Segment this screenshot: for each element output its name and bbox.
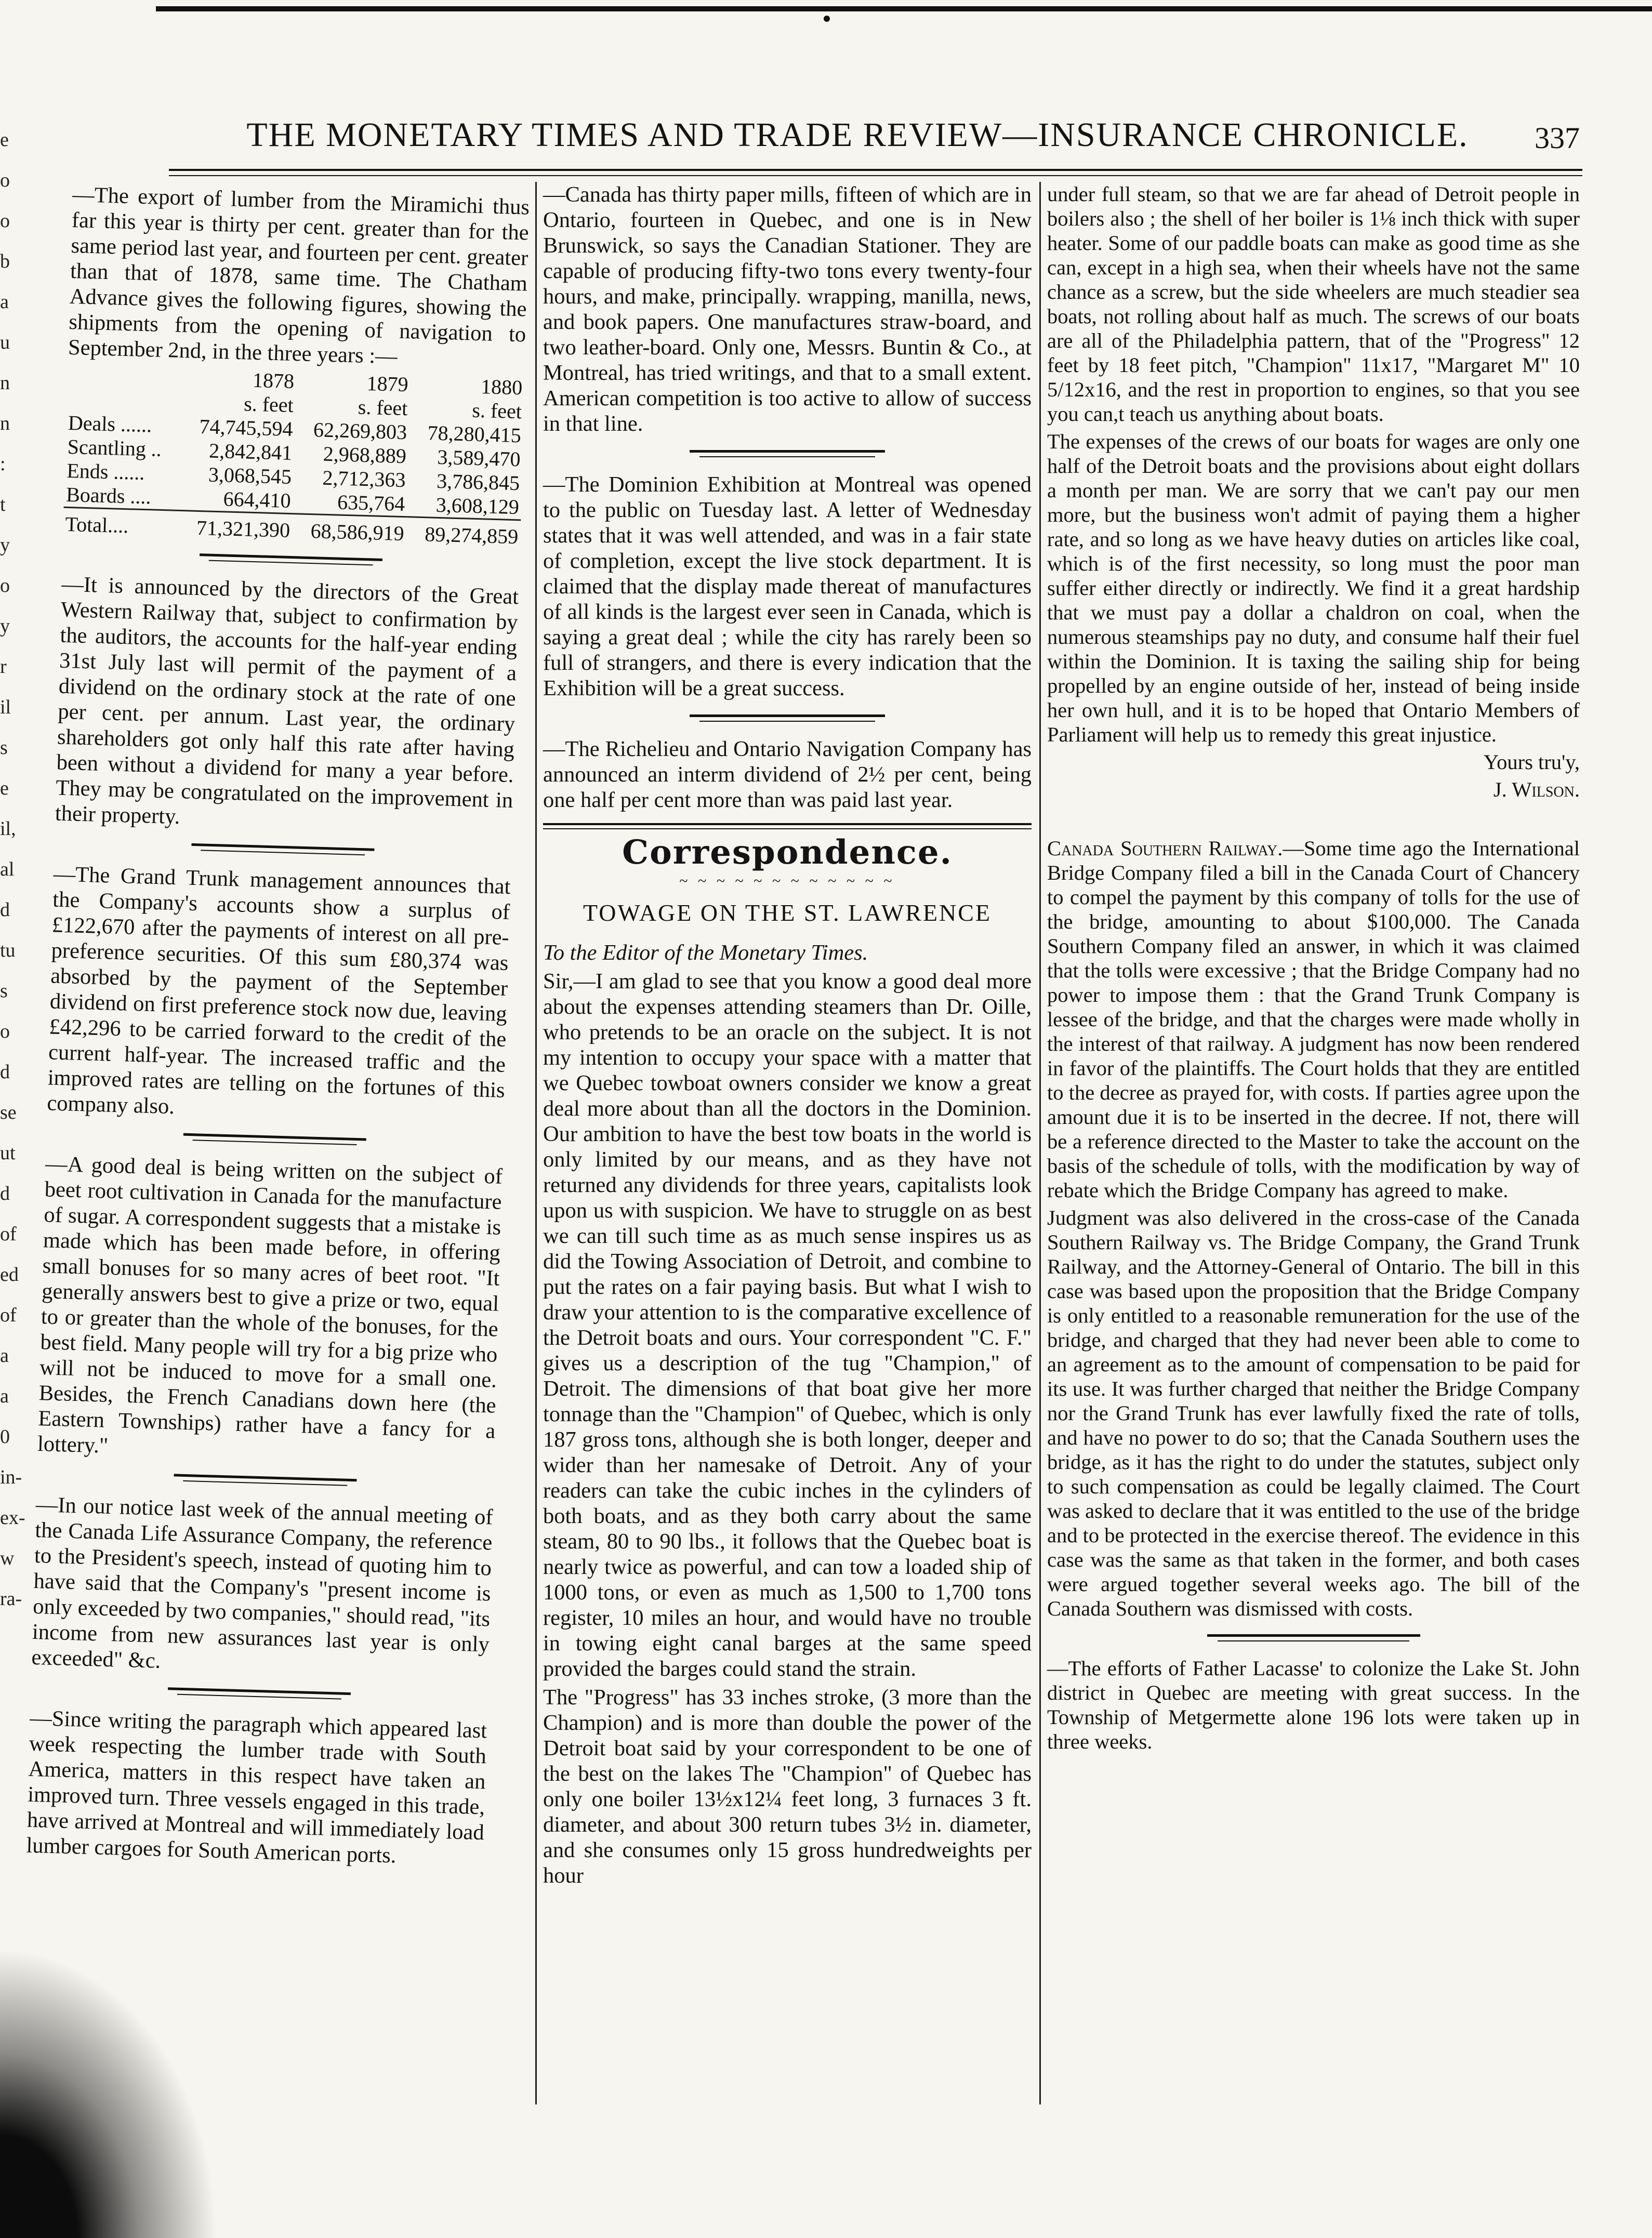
- edge-fragment: tu: [0, 939, 16, 961]
- row-value: 2,968,889: [323, 442, 407, 468]
- edge-fragment: ut: [0, 1142, 16, 1164]
- letter-paragraph: The "Progress" has 33 inches stroke, (3 more than the Champion) and is more than double the power of the Detroit boat said by your correspondent to be one of the best on the lakes The "Champion" of Quebec has only one boiler 13½x12¼ feet long, 3 furnaces 3 ft. diameter, and about 300 return tubes 3½ in. diameter, and she consumes only 15 gross hundredweights per hour: [543, 1685, 1032, 1888]
- separator: [46, 1123, 504, 1157]
- editor-salutation: To the Editor of the Monetary Times.: [543, 941, 868, 965]
- separator: [36, 1464, 494, 1498]
- south-america-article: —Since writing the paragraph which appeared last week respecting the lumber trade with South America, matters in this respect have taken an improved turn. Three vessels engaged in this trade, have arrived at Montreal and will immediately load lumber cargoes for South American ports.: [25, 1705, 487, 1868]
- correspondence-heading: Correspondence.: [622, 833, 953, 872]
- edge-fragment: a: [0, 1385, 9, 1407]
- edge-fragment: t: [0, 494, 6, 515]
- separator: [54, 833, 512, 867]
- edge-fragment: n: [0, 372, 10, 394]
- canada-life-article: —In our notice last week of the annual meeting of the Canada Life Assurance Company, the reference to the President's speech, instead of quoting him to have said that the Company's "present income is only exceeded by two companies," should read, "its income from new assurances last year is only exceeded" &c.: [31, 1492, 494, 1673]
- row-value: 635,764: [337, 490, 405, 516]
- edge-fragment: of: [0, 1304, 17, 1326]
- column-2: [543, 182, 1032, 1891]
- edge-fragment: o: [0, 575, 10, 597]
- edge-fragment: in-: [0, 1466, 22, 1488]
- header-rule: [169, 169, 1582, 176]
- edge-fragment: s: [0, 737, 8, 759]
- edge-fragment: ra-: [0, 1588, 22, 1610]
- column-divider-2: [1039, 182, 1041, 2104]
- row-value: 2,842,841: [208, 439, 293, 465]
- edge-fragment: s: [0, 980, 8, 1002]
- year-header: 1878: [252, 368, 295, 393]
- table-corner: [67, 363, 182, 390]
- left-edge-fragments: [0, 120, 26, 1619]
- edge-fragment: u: [0, 332, 10, 353]
- edge-fragment: d: [0, 1061, 10, 1083]
- total-value: 71,321,390: [178, 510, 293, 542]
- unit-header: s. feet: [243, 392, 294, 417]
- row-value: 3,589,470: [437, 445, 521, 471]
- separator: [1047, 1628, 1580, 1649]
- letter-signoff: Yours tru'y,: [1483, 750, 1580, 774]
- letter-paragraph: under full steam, so that we are far ahead of Detroit people in boilers also ; the shell of her boiler is 1⅛ inch thick with super heater. Some of our paddle boats can make as good time as she can, except in a high sea, when their wheels have not the same chance as a screw, but the side wheelers are much steadier sea boats, not rolling about half as much. The screws of our boats are all of the Philadelphia pattern, that of the "Progress" 12 feet by 18 feet pitch, "Champion" 11x17, "Margaret M" 10 5/12x16, and the rest in proportion to engines, so that you see you can,t teach us anything about boats.: [1047, 182, 1580, 426]
- edge-fragment: al: [0, 858, 15, 880]
- spacer: [1047, 805, 1580, 836]
- row-label: Scantling ..: [67, 434, 162, 461]
- row-value: 2,712,363: [322, 466, 406, 492]
- edge-fragment: b: [0, 250, 10, 272]
- page-fold-shadow: [0, 1947, 218, 2238]
- edge-fragment: il,: [0, 818, 16, 840]
- letter-signature: J. Wilson.: [1493, 778, 1580, 801]
- edge-fragment: w: [0, 1547, 15, 1569]
- canada-southern-label: Canada Southern Railway.: [1047, 837, 1283, 860]
- edge-fragment: y: [0, 615, 10, 637]
- lacasse-article: —The efforts of Father Lacasse' to colonize the Lake St. John district in Quebec are meeting with great success. In the Township of Metgermette alone 196 lots were taken up in three weeks.: [1047, 1657, 1580, 1753]
- row-value: 62,269,803: [313, 418, 407, 444]
- column-3: [1047, 182, 1580, 1757]
- canada-southern-judgment: Judgment was also delivered in the cross-case of the Canada Southern Railway vs. The Bridge Company, the Grand Trunk Railway, and the Attorney-General of Ontario. The bill in this case was based upon the proposition that the Bridge Company is only entitled to a reasonable remuneration for the use of the bridge, and charged that they had never been able to come to an agreement as to the amount of compensation to be paid for its use. It was further charged that neither the Bridge Company nor the Grand Trunk has ever lawfully fixed the rate of tolls, and have no power to do so; that the Canada Southern uses the bridge, as it has the right to do under the statutes, subject only to such compensation as could be legally claimed. The Court was asked to declare that it was entitled to the use of the bridge and to be protected in the exercise thereof. The evidence in this case was the same as that taken in the former, and both cases were argued together several weeks ago. The bill of the Canada Southern was dismissed with costs.: [1047, 1206, 1580, 1620]
- edge-fragment: a: [0, 1345, 9, 1367]
- letter-paragraph: Sir,—I am glad to see that you know a good deal more about the expenses attending steamers than Dr. Oille, who pretends to be an oracle on the subject. It is not my intention to occupy your space with a matter that we Quebec towboat owners consider we know a great deal more about than all the doctors in the Dominion. Our ambition to have the best tow boats in the world is only limited by our means, and as they have not returned any dividends for three years, capitalists look upon us with suspicion. We have to struggle on as best we can till such time as as much sense inspires us as did the Towing Association of Detroit, and combine to put the rates on a fair paying basis. But what I wish to draw your attention to is the comparative excellence of the Detroit boats and ours. Your correspondent "C. F." gives us a description of the tug "Champion," of Detroit. The dimensions of that boat give her more tonnage than the "Champion" of Quebec, which is only 187 gross tons, although she is both longer, deeper and wider than her namesake of Detroit. Any of your readers can take the cubic inches in the cylinders of both boats, and as they both carry about the same steam, 80 to 90 lbs., it follows that the Quebec boat is nearly twice as powerful, and can tow a loaded ship of 1000 tons, or even as much as 1,500 to 1,700 tons register, 10 miles an hour, and would have no trouble in towing eight canal barges at the same speed provided the barges could stand the strain.: [543, 969, 1032, 1681]
- top-border: [156, 6, 1652, 11]
- edge-fragment: e: [0, 129, 9, 151]
- separator: [62, 544, 520, 577]
- unit-header: s. feet: [358, 395, 408, 420]
- edge-fragment: se: [0, 1102, 17, 1123]
- separator: [30, 1677, 488, 1711]
- row-value: 664,410: [223, 487, 292, 512]
- row-value: 74,745,594: [199, 414, 294, 441]
- towage-heading: TOWAGE ON THE ST. LAWRENCE: [583, 899, 992, 926]
- row-label: Boards ....: [65, 482, 152, 509]
- lumber-export-article: —The export of lumber from the Miramichi thus far this year is thirty per cent. greater than for the same period last year, and fourteen per cent. greater than that of 1878, same time. The Chatham Advance gives the following figures, showing the shipments from the opening of navigation to September 2nd, in the three years :—: [68, 182, 530, 369]
- edge-fragment: il: [0, 696, 11, 718]
- page-title: THE MONETARY TIMES AND TRADE REVIEW—INSURANCE CHRONICLE.: [246, 116, 1469, 154]
- edge-fragment: of: [0, 1223, 17, 1245]
- print-dot: [824, 16, 830, 22]
- table-body: [64, 411, 524, 520]
- column-1: [26, 182, 530, 1874]
- beet-root-article: —A good deal is being written on the subject of beet root cultivation in Canada for the manufacture of sugar. A correspondent suggests that a mistake is made which has been made before, in offering small bonuses for so many acres of beet root. "It generally answers best to give a prize or two, equal to or greater than the whole of the bonuses, for the best field. Many people will try for a big prize who will not be induced to move for a small one. Besides, the French Canadians down here (the Eastern Townships) rather have a fancy for a lottery.": [37, 1151, 503, 1458]
- edge-fragment: o: [0, 169, 10, 191]
- wavy-rule: ~ ~ ~ ~ ~ ~ ~ ~ ~ ~ ~ ~: [679, 872, 895, 890]
- grand-trunk-article: —The Grand Trunk management announces that the Company's accounts show a surplus of £122,670 after the payments of interest on all pre-preference securities. Of this sum £80,374 was absorbed by the payment of the September dividend on first preference stock now due, leaving £42,296 to be carried forward to the credit of the current half-year. The increased traffic and the improved rates are telling on the fortunes of this company also.: [46, 862, 511, 1119]
- letter-paragraph: The expenses of the crews of our boats for wages are only one half of the Detroit boats and the provisions about eight dollars a month per man. We are sorry that we can't pay our men more, but the business won't admit of paying them a higher rate, and so long as we have heavy duties on articles like coal, which is of the first necessity, so long must the poor man suffer either directly or indirectly. We find it a great hardship that we must pay a dollar a chaldron on coal, when the numerous steamships pay no duty, and consume half their fuel within the Dominion. It is taxing the sailing ship for being propelled by an engine outside of her, instead of being inside her own hull, and it is to be hoped that Ontario Members of Parliament will help us to remedy this great injustice.: [1047, 430, 1580, 746]
- exhibition-article: —The Dominion Exhibition at Montreal was opened to the public on Tuesday last. A letter of Wednesday states that it was well attended, and was in a fair state of completion, except the live stock department. It is claimed that the display made thereat of manufactures of all kinds is the largest ever seen in Canada, which is saying a great deal ; while the city has rarely been so full of strangers, and there is every indication that the Exhibition will be a great success.: [543, 472, 1032, 700]
- great-western-article: —It is announced by the directors of the Great Western Railway that, subject to confirmation by the auditors, the accounts for the half-year ending 31st July last will permit of the payment of a dividend on the ordinary stock at the rate of one per cent. per annum. Last year, the ordinary shareholders got only half this rate after having been without a dividend for many a year before. They may be congratulated on the improvement in their property.: [55, 572, 519, 829]
- edge-fragment: d: [0, 1183, 10, 1204]
- year-header: 1879: [366, 371, 409, 396]
- total-value: 89,274,859: [406, 517, 521, 549]
- edge-fragment: o: [0, 1021, 10, 1042]
- total-value: 68,586,919: [292, 514, 406, 546]
- row-label: Ends ......: [66, 458, 146, 485]
- page-number: 337: [1535, 121, 1580, 155]
- separator: [543, 708, 1032, 729]
- edge-fragment: ex-: [0, 1507, 25, 1529]
- canada-southern-text: —Some time ago the International Bridge Company filed a bill in the Canada Court of Chancery to compel the payment by this company of tolls for the use of the bridge, amounting to about $100,000. The Canada Southern Company filed an answer, in which it was claimed that the tolls were excessive ; that the Bridge Company had no power to impose them : that the Grand Trunk Company is lessee of the bridge, and that the charges were made wholly in the interest of that railway. A judgment has now been rendered in favor of the plaintiffs. The Court holds that they are entitled to the decree as prayed for, with costs. If parties agree upon the amount due it is to be inserted in the decree. If not, there will be a reference directed to the Master to take the account on the basis of the schedule of tolls, with the modification by way of rebate which the Bridge Company has agreed to make.: [1047, 837, 1580, 1202]
- row-value: 3,608,129: [435, 493, 520, 519]
- paper-mills-article: —Canada has thirty paper mills, fifteen of which are in Ontario, fourteen in Quebec, and one is in New Brunswick, so says the Canadian Stationer. They are capable of producing fifty-two tons every twenty-four hours, and make, principally. wrapping, manilla, news, and book papers. One manufactures straw-board, and two leather-board. Only one, Messrs. Buntin & Co., at Montreal, has tried writings, and that to a small extent. American competition is too active to allow of success in that line.: [543, 182, 1032, 436]
- unit-header: s. feet: [471, 398, 522, 423]
- row-value: 3,786,845: [436, 469, 520, 495]
- section-rule: [543, 823, 1032, 829]
- edge-fragment: r: [0, 656, 7, 678]
- richelieu-article: —The Richelieu and Ontario Navigation Company has announced an interm dividend of 2½ per cent, being one half per cent more than was paid last year.: [543, 737, 1032, 812]
- column-divider-1: [535, 182, 537, 2104]
- edge-fragment: d: [0, 899, 10, 921]
- row-value: 78,280,415: [427, 421, 522, 447]
- year-header: 1880: [480, 375, 523, 400]
- lumber-shipments-table: [63, 363, 525, 549]
- edge-fragment: a: [0, 291, 9, 313]
- edge-fragment: ed: [0, 1264, 19, 1286]
- page-header: [166, 115, 1580, 173]
- separator: [543, 444, 1032, 465]
- canada-southern-article: [1047, 836, 1580, 1202]
- total-label: Total....: [63, 507, 178, 539]
- edge-fragment: n: [0, 413, 10, 434]
- edge-fragment: :: [0, 453, 6, 475]
- edge-fragment: 0: [0, 1426, 10, 1448]
- edge-fragment: y: [0, 534, 10, 556]
- table-units-corner: [67, 387, 182, 414]
- edge-fragment: o: [0, 210, 10, 232]
- row-label: Deals ......: [68, 410, 152, 437]
- edge-fragment: e: [0, 777, 9, 799]
- row-value: 3,068,545: [208, 462, 292, 488]
